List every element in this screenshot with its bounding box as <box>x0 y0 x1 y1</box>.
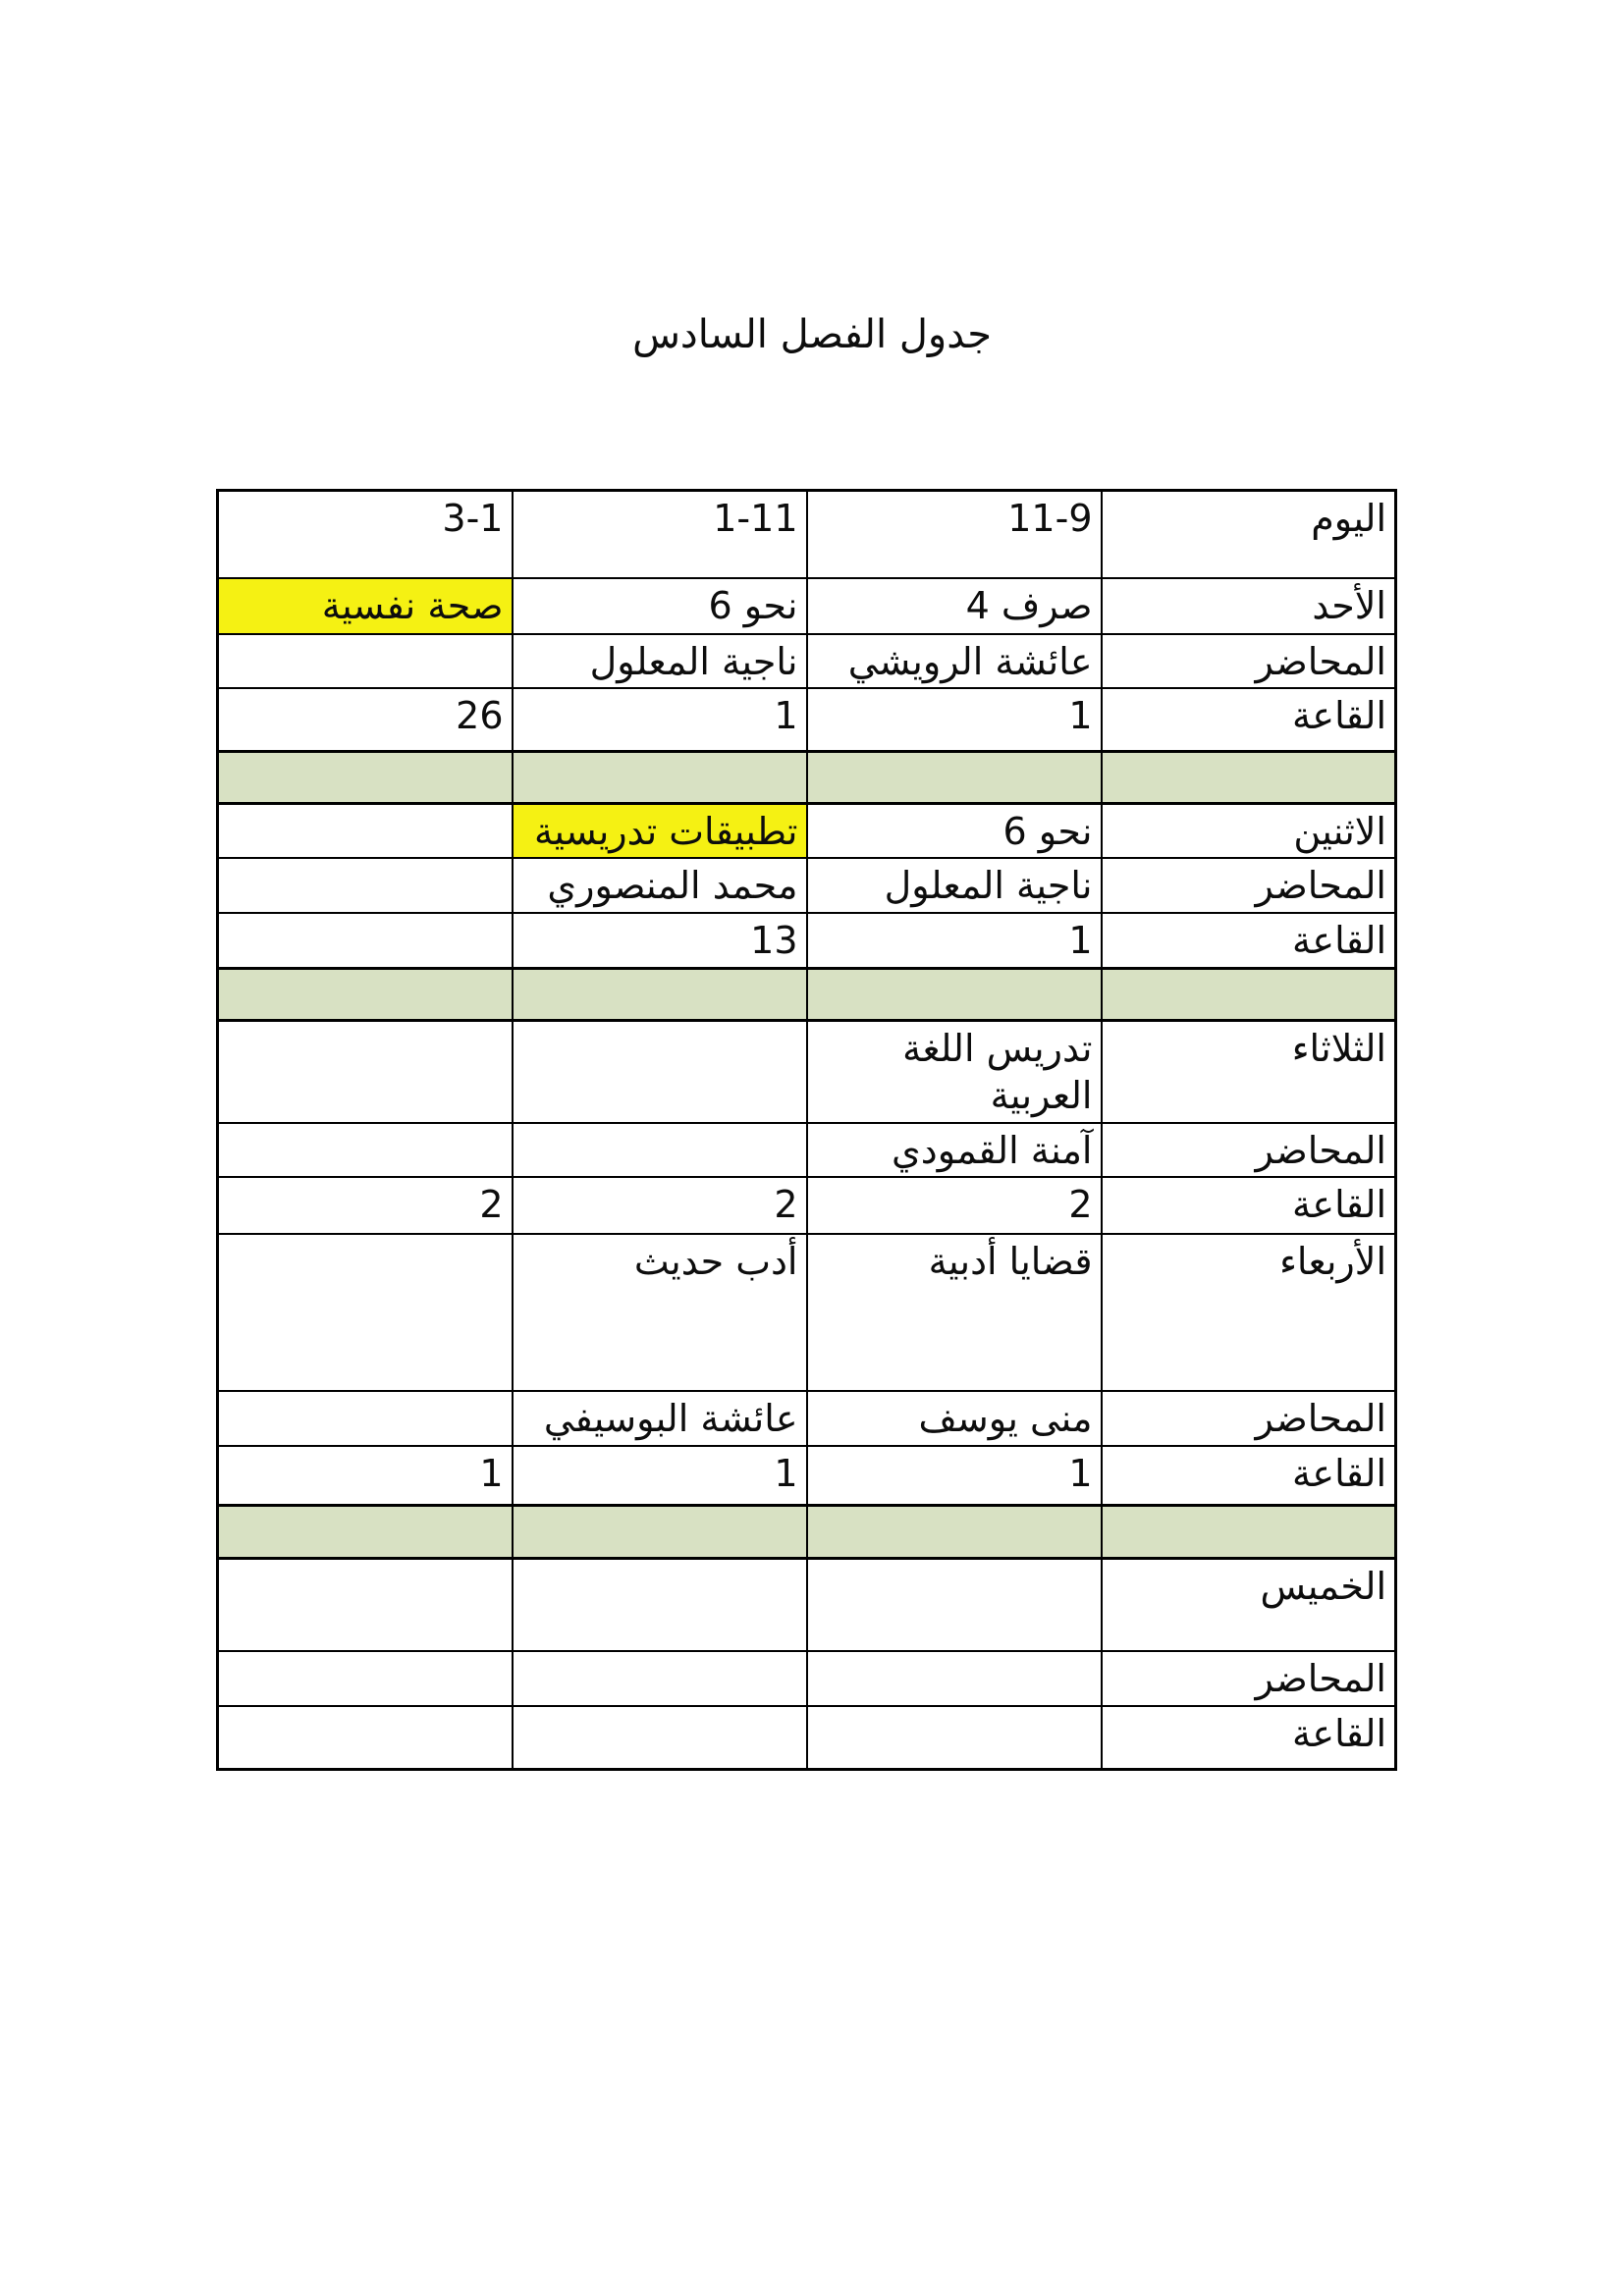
room-cell <box>513 1446 807 1505</box>
row-label-room: القاعة <box>1102 1706 1396 1770</box>
room-cell <box>513 1177 807 1234</box>
lecturer-cell <box>513 1391 807 1446</box>
cell-text: نحو 6 <box>1002 809 1093 853</box>
row-label-day: الاثنين <box>1102 803 1396 858</box>
cell-text: قضايا أدبية <box>928 1240 1093 1284</box>
room-cell <box>513 688 807 751</box>
lecturer-cell <box>218 1651 513 1706</box>
day-cell <box>513 1020 807 1123</box>
separator-cell <box>218 751 513 803</box>
time-slot-label: 3-1 <box>442 497 504 540</box>
row-label-room: القاعة <box>1102 913 1396 968</box>
row-label-lecturer: المحاضر <box>1102 1651 1396 1706</box>
separator-cell <box>513 1505 807 1558</box>
row-label-lecturer: المحاضر <box>1102 1391 1396 1446</box>
day-cell <box>807 1234 1102 1391</box>
header-cell <box>807 491 1102 578</box>
cell-text: منى يوسف <box>918 1397 1093 1441</box>
cell-text: 1 <box>774 694 798 738</box>
separator-cell <box>1102 751 1396 803</box>
cell-text: 2 <box>774 1183 798 1227</box>
cell-text: صرف 4 <box>965 583 1093 627</box>
lecturer-row <box>218 1123 1396 1178</box>
day-cell <box>807 578 1102 634</box>
cell-text: 1 <box>1068 694 1093 738</box>
header-cell <box>218 491 513 578</box>
cell-text: 1 <box>1068 918 1093 962</box>
day-row <box>218 1558 1396 1651</box>
room-cell <box>218 1706 513 1770</box>
row-label-day: الأربعاء <box>1102 1234 1396 1391</box>
day-row <box>218 803 1396 858</box>
day-cell <box>513 1234 807 1391</box>
room-cell <box>807 688 1102 751</box>
schedule-table-body <box>218 491 1396 1770</box>
separator-row <box>218 1505 1396 1558</box>
row-label-room: القاعة <box>1102 688 1396 751</box>
day-cell <box>218 803 513 858</box>
cell-text: ناجية المعلول <box>884 864 1093 908</box>
separator-cell <box>807 968 1102 1020</box>
cell-text: 13 <box>750 918 798 962</box>
day-cell <box>218 1558 513 1651</box>
cell-text: نحو 6 <box>708 583 798 627</box>
separator-cell <box>807 1505 1102 1558</box>
row-label-lecturer: المحاضر <box>1102 634 1396 689</box>
day-cell <box>218 1234 513 1391</box>
row-label-room: القاعة <box>1102 1446 1396 1505</box>
room-cell <box>807 913 1102 968</box>
row-label-room: القاعة <box>1102 1177 1396 1234</box>
room-cell <box>513 1706 807 1770</box>
room-cell <box>218 688 513 751</box>
separator-row <box>218 751 1396 803</box>
day-cell <box>218 1020 513 1123</box>
lecturer-row <box>218 1651 1396 1706</box>
day-cell <box>513 578 807 634</box>
cell-text: 2 <box>479 1183 504 1227</box>
lecturer-cell <box>218 634 513 689</box>
row-label-day: الثلاثاء <box>1102 1020 1396 1123</box>
lecturer-cell <box>513 634 807 689</box>
lecturer-cell <box>513 858 807 913</box>
lecturer-cell <box>513 1123 807 1178</box>
cell-text: آمنة القمودي <box>892 1128 1093 1172</box>
cell-text: تطبيقات تدريسية <box>533 809 798 853</box>
cell-text: صحة نفسية <box>321 583 504 627</box>
schedule-table <box>216 489 1397 1771</box>
room-cell <box>513 913 807 968</box>
separator-cell <box>1102 968 1396 1020</box>
separator-cell <box>513 751 807 803</box>
row-label-lecturer: المحاضر <box>1102 1123 1396 1178</box>
cell-text: تدريس اللغة العربية <box>902 1026 1093 1118</box>
room-cell <box>218 1177 513 1234</box>
cell-text: ناجية المعلول <box>589 639 798 683</box>
row-label-lecturer: المحاضر <box>1102 858 1396 913</box>
cell-text: 1 <box>1068 1452 1093 1495</box>
cell-text: محمد المنصوري <box>547 864 798 908</box>
day-cell <box>513 1558 807 1651</box>
cell-text: عائشة البوسيفي <box>543 1397 798 1441</box>
separator-cell <box>1102 1505 1396 1558</box>
lecturer-cell <box>218 1123 513 1178</box>
lecturer-cell <box>218 858 513 913</box>
separator-cell <box>513 968 807 1020</box>
day-row <box>218 1020 1396 1123</box>
lecturer-row <box>218 1391 1396 1446</box>
room-row <box>218 1706 1396 1770</box>
room-cell <box>807 1706 1102 1770</box>
day-cell <box>807 1558 1102 1651</box>
page-title: جدول الفصل السادس <box>632 312 992 357</box>
cell-text: أدب حديث <box>633 1240 798 1284</box>
separator-cell <box>807 751 1102 803</box>
room-cell <box>218 1446 513 1505</box>
cell-text: 1 <box>774 1452 798 1495</box>
lecturer-cell <box>807 1123 1102 1178</box>
day-row <box>218 578 1396 634</box>
lecturer-cell <box>807 1651 1102 1706</box>
lecturer-cell <box>807 634 1102 689</box>
lecturer-row <box>218 634 1396 689</box>
separator-cell <box>218 968 513 1020</box>
lecturer-row <box>218 858 1396 913</box>
cell-text: عائشة الرويشي <box>847 639 1093 683</box>
room-row <box>218 1446 1396 1505</box>
lecturer-cell <box>218 1391 513 1446</box>
time-slot-label: 1-11 <box>713 497 798 540</box>
room-cell <box>218 913 513 968</box>
row-label-header: اليوم <box>1102 491 1396 578</box>
day-row <box>218 1234 1396 1391</box>
separator-row <box>218 968 1396 1020</box>
lecturer-cell <box>807 858 1102 913</box>
day-cell <box>513 803 807 858</box>
header-row <box>218 491 1396 578</box>
separator-cell <box>218 1505 513 1558</box>
room-row <box>218 913 1396 968</box>
day-cell <box>218 578 513 634</box>
room-cell <box>807 1446 1102 1505</box>
room-row <box>218 688 1396 751</box>
room-cell <box>807 1177 1102 1234</box>
room-row <box>218 1177 1396 1234</box>
header-cell <box>513 491 807 578</box>
time-slot-label: 11-9 <box>1007 497 1093 540</box>
lecturer-cell <box>807 1391 1102 1446</box>
lecturer-cell <box>513 1651 807 1706</box>
cell-text: 1 <box>479 1452 504 1495</box>
day-cell <box>807 803 1102 858</box>
row-label-day: الخميس <box>1102 1558 1396 1651</box>
cell-text: 2 <box>1068 1183 1093 1227</box>
row-label-day: الأحد <box>1102 578 1396 634</box>
cell-text: 26 <box>456 694 504 738</box>
day-cell <box>807 1020 1102 1123</box>
